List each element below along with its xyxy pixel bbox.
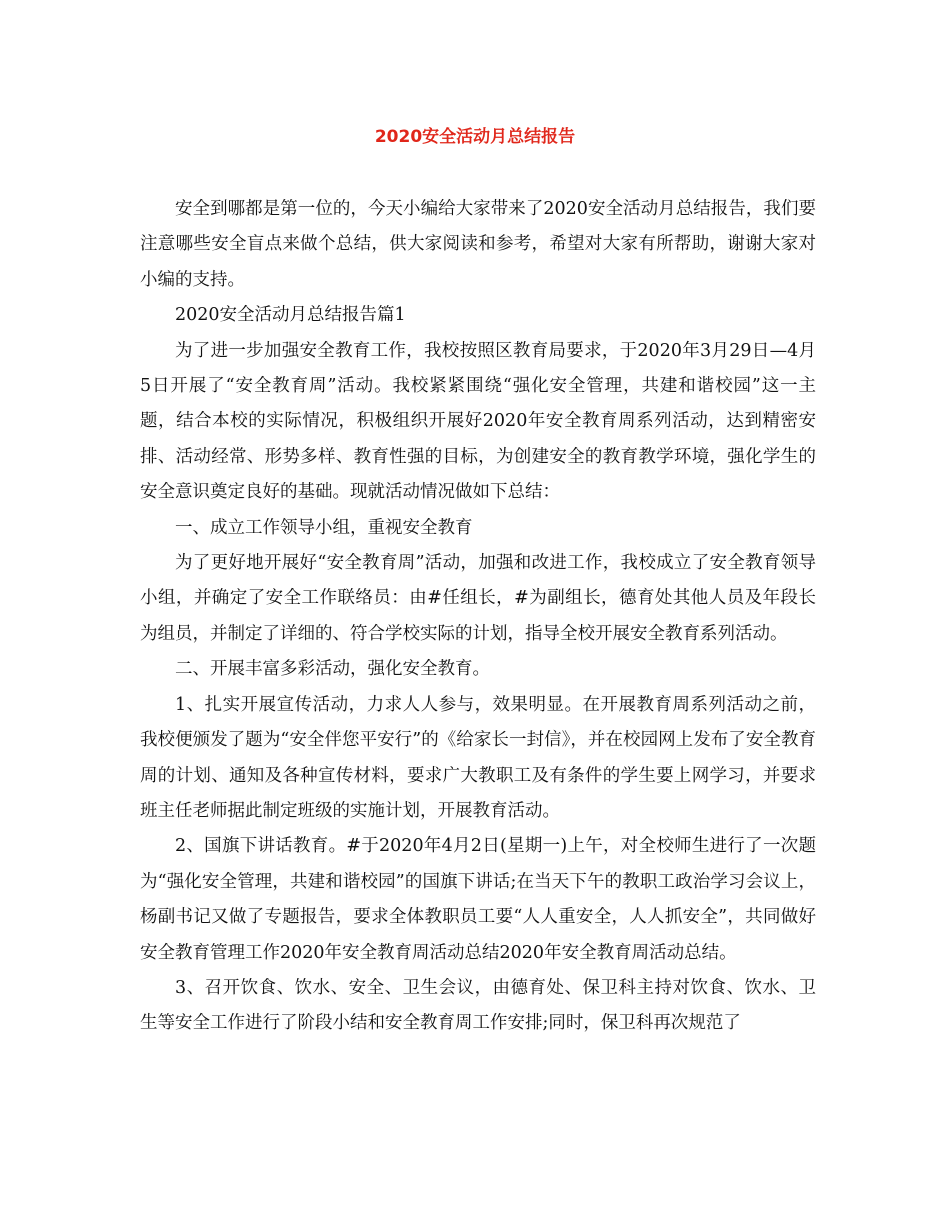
paragraph-intro: 安全到哪都是第一位的，今天小编给大家带来了2020安全活动月总结报告，我们要注意哪些安全盲点来做个总结，供大家阅读和参考，希望对大家有所帮助，谢谢大家对小编的支持。 (140, 199, 816, 290)
document-title: 2020安全活动月总结报告 (374, 127, 576, 147)
subheading: 二、开展丰富多彩活动，强化安全教育。 (175, 659, 490, 680)
paragraph: 1、扎实开展宣传活动，力求人人参与，效果明显。在开展教育周系列活动之前，我校便颁发了题为“安全伴您平安行”的《给家长一封信》，并在校园网上发布了安全教育周的计划、通知及各种宣传材料，要求广大教职工及有条件的学生要上网学习，并要求班主任老师据此制定班级的实施计划，开展教育活动。 (140, 694, 816, 821)
section-heading: 2020安全活动月总结报告篇1 (175, 305, 406, 326)
document-body (140, 192, 816, 1042)
subheading: 一、成立工作领导小组，重视安全教育 (175, 517, 473, 538)
paragraph: 2、国旗下讲话教育。#于2020年4月2日(星期一)上午，对全校师生进行了一次题为“强化安全管理，共建和谐校园”的国旗下讲话;在当天下午的教职工政治学习会议上，杨副书记又做了专题报告，要求全体教职员工要“人人重安全，人人抓安全”，共同做好安全教育管理工作2020年安全教育周活动总结2020年安全教育周活动总结。 (140, 836, 816, 963)
paragraph: 为了进一步加强安全教育工作，我校按照区教育局要求，于2020年3月29日—4月5日开展了“安全教育周”活动。我校紧紧围绕“强化安全管理，共建和谐校园”这一主题，结合本校的实际情况，积极组织开展好2020年安全教育周系列活动，达到精密安排、活动经常、形势多样、教育性强的目标，为创建安全的教育教学环境，强化学生的安全意识奠定良好的基础。现就活动情况做如下总结： (140, 340, 816, 503)
paragraph: 3、召开饮食、饮水、安全、卫生会议，由德育处、保卫科主持对饮食、饮水、卫生等安全工作进行了阶段小结和安全教育周工作安排;同时，保卫科再次规范了 (140, 977, 816, 1034)
paragraph: 为了更好地开展好“安全教育周”活动，加强和改进工作，我校成立了安全教育领导小组，并确定了安全工作联络员：由#任组长，#为副组长，德育处其他人员及年段长为组员，并制定了详细的、符合学校实际的计划，指导全校开展安全教育系列活动。 (140, 553, 816, 644)
